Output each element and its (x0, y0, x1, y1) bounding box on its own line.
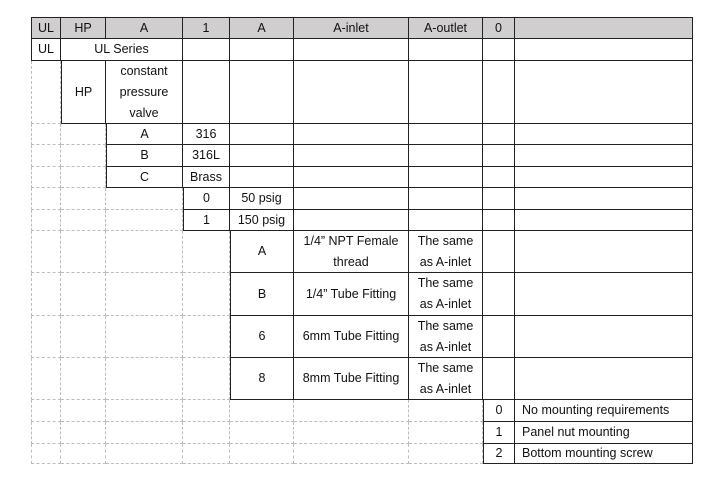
blank-cell (31, 188, 61, 210)
valve-label-line: constant (120, 63, 168, 78)
blank-cell (183, 316, 230, 358)
connection-code: 8 (230, 358, 294, 400)
blank-cell (31, 273, 61, 316)
blank-cell (409, 422, 483, 444)
blank-cell (31, 400, 61, 422)
blank-cell (106, 210, 183, 231)
empty-cell (294, 145, 409, 167)
empty-cell (183, 39, 230, 61)
pressure-label: 50 psig (230, 188, 294, 210)
empty-cell (230, 167, 294, 188)
order-code-table (31, 17, 693, 464)
blank-cell (31, 167, 61, 188)
series-code: UL (31, 39, 61, 61)
empty-cell (409, 210, 483, 231)
mounting-code: 1 (483, 422, 515, 444)
empty-cell (483, 210, 515, 231)
connection-inlet: 1/4” Tube Fitting (294, 273, 409, 316)
empty-cell (294, 124, 409, 145)
empty-cell (483, 188, 515, 210)
blank-cell (31, 145, 61, 167)
header-cell (515, 17, 693, 39)
blank-cell (183, 444, 230, 464)
material-code: C (106, 167, 183, 188)
pressure-code: 1 (183, 210, 230, 231)
blank-cell (31, 210, 61, 231)
blank-cell (61, 273, 106, 316)
empty-cell (515, 273, 693, 316)
blank-cell (61, 358, 106, 400)
pressure-code: 0 (183, 188, 230, 210)
empty-cell (483, 124, 515, 145)
empty-cell (515, 316, 693, 358)
header-cell: A-outlet (409, 17, 483, 39)
blank-cell (61, 316, 106, 358)
mounting-code: 2 (483, 444, 515, 464)
header-cell: A (106, 17, 183, 39)
blank-cell (409, 400, 483, 422)
blank-cell (61, 188, 106, 210)
blank-cell (106, 444, 183, 464)
empty-cell (230, 39, 294, 61)
blank-cell (183, 400, 230, 422)
blank-cell (409, 444, 483, 464)
empty-cell (515, 145, 693, 167)
empty-cell (183, 61, 230, 124)
blank-cell (183, 273, 230, 316)
empty-cell (483, 39, 515, 61)
blank-cell (61, 400, 106, 422)
valve-label-line: valve (129, 105, 159, 120)
blank-cell (31, 316, 61, 358)
empty-cell (230, 61, 294, 124)
empty-cell (515, 124, 693, 145)
blank-cell (61, 124, 106, 145)
blank-cell (183, 231, 230, 273)
series-label: UL Series (61, 39, 183, 61)
blank-cell (106, 231, 183, 273)
empty-cell (230, 145, 294, 167)
empty-cell (230, 124, 294, 145)
empty-cell (483, 61, 515, 124)
empty-cell (409, 39, 483, 61)
empty-cell (294, 188, 409, 210)
blank-cell (61, 167, 106, 188)
empty-cell (409, 145, 483, 167)
blank-cell (230, 444, 294, 464)
connection-outlet: The same as A-inlet (409, 231, 483, 273)
empty-cell (409, 188, 483, 210)
connection-inlet: 6mm Tube Fitting (294, 316, 409, 358)
blank-cell (294, 444, 409, 464)
header-cell: 1 (183, 17, 230, 39)
blank-cell (31, 124, 61, 145)
blank-cell (31, 231, 61, 273)
connection-outlet: The same as A-inlet (409, 316, 483, 358)
blank-cell (106, 358, 183, 400)
header-cell: HP (61, 17, 106, 39)
empty-cell (515, 39, 693, 61)
blank-cell (61, 210, 106, 231)
blank-cell (31, 444, 61, 464)
empty-cell (483, 358, 515, 400)
blank-cell (106, 188, 183, 210)
blank-cell (61, 231, 106, 273)
material-code: B (106, 145, 183, 167)
valve-label-line: pressure (119, 84, 169, 99)
empty-cell (483, 167, 515, 188)
connection-code: A (230, 231, 294, 273)
blank-cell (183, 422, 230, 444)
blank-cell (31, 422, 61, 444)
empty-cell (294, 61, 409, 124)
blank-cell (106, 273, 183, 316)
blank-cell (61, 422, 106, 444)
connection-inlet: 1/4” NPT Female thread (294, 231, 409, 273)
connection-outlet: The same as A-inlet (409, 273, 483, 316)
connection-code: B (230, 273, 294, 316)
blank-cell (183, 358, 230, 400)
material-label: 316L (183, 145, 230, 167)
header-cell: A-inlet (294, 17, 409, 39)
connection-outlet: The same as A-inlet (409, 358, 483, 400)
empty-cell (409, 61, 483, 124)
connection-code: 6 (230, 316, 294, 358)
connection-inlet: 8mm Tube Fitting (294, 358, 409, 400)
empty-cell (409, 167, 483, 188)
empty-cell (515, 188, 693, 210)
blank-cell (106, 422, 183, 444)
blank-cell (31, 358, 61, 400)
blank-cell (61, 444, 106, 464)
mounting-label: No mounting requirements (515, 400, 693, 422)
blank-cell (230, 400, 294, 422)
valve-code: HP (61, 61, 106, 124)
mounting-label: Panel nut mounting (515, 422, 693, 444)
empty-cell (515, 358, 693, 400)
empty-cell (294, 210, 409, 231)
empty-cell (515, 231, 693, 273)
material-code: A (106, 124, 183, 145)
blank-cell (230, 422, 294, 444)
empty-cell (294, 39, 409, 61)
material-label: Brass (183, 167, 230, 188)
empty-cell (515, 61, 693, 124)
mounting-code: 0 (483, 400, 515, 422)
blank-cell (106, 400, 183, 422)
header-cell: UL (31, 17, 61, 39)
empty-cell (409, 124, 483, 145)
mounting-label: Bottom mounting screw (515, 444, 693, 464)
empty-cell (294, 167, 409, 188)
empty-cell (515, 167, 693, 188)
empty-cell (483, 316, 515, 358)
valve-label (106, 61, 183, 124)
blank-cell (294, 400, 409, 422)
material-label: 316 (183, 124, 230, 145)
header-cell: A (230, 17, 294, 39)
empty-cell (515, 210, 693, 231)
header-cell: 0 (483, 17, 515, 39)
empty-cell (483, 273, 515, 316)
empty-cell (483, 145, 515, 167)
blank-cell (294, 422, 409, 444)
blank-cell (106, 316, 183, 358)
blank-cell (61, 145, 106, 167)
blank-cell (31, 61, 61, 124)
empty-cell (483, 231, 515, 273)
pressure-label: 150 psig (230, 210, 294, 231)
